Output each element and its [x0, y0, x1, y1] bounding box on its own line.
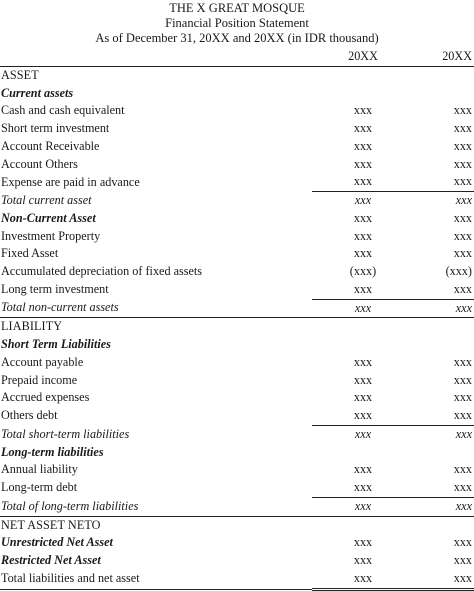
row-label: Long-term liabilities [1, 444, 104, 459]
value-year-2: xxx [453, 228, 472, 243]
value-year-1 [312, 318, 414, 336]
value-year-2 [414, 85, 474, 103]
row-label: Long-term debt [1, 480, 78, 495]
value-year-1: xxx [353, 535, 373, 550]
total-row [0, 299, 474, 318]
row-label: Long term investment [1, 282, 109, 296]
value-year-1 [312, 516, 414, 534]
value-year-2: xxx [414, 497, 474, 516]
value-year-1: xxx [353, 121, 373, 135]
column-header-row [0, 48, 474, 66]
row-label: Current assets [1, 85, 74, 100]
row-label: Cash and cash equivalent [1, 103, 125, 118]
value-year-2 [414, 336, 474, 354]
value-year-2: xxx [453, 246, 472, 261]
column-header-year-2: 20XX [414, 48, 474, 66]
value-year-1: xxx [353, 210, 373, 225]
total-row [0, 192, 474, 210]
section-row [0, 66, 474, 84]
value-year-2: xxx [453, 174, 472, 189]
row-label: Prepaid income [1, 372, 78, 387]
statement-title: Financial Position Statement [165, 16, 309, 30]
value-year-1: xxx [353, 553, 373, 567]
row-label: NET ASSET NETO [0, 516, 312, 534]
column-header-label [0, 48, 312, 66]
line-item-row [0, 120, 474, 138]
subsection-row [0, 552, 474, 570]
line-item-row [0, 245, 474, 263]
total-row [0, 425, 474, 443]
value-year-1: xxx [353, 156, 373, 171]
row-label: Total of long-term liabilities [1, 498, 139, 513]
total-row [0, 570, 474, 589]
line-item-row [0, 354, 474, 372]
line-item-row [0, 372, 474, 390]
value-year-2: xxx [453, 138, 472, 153]
financial-position-table [0, 48, 474, 591]
row-label: Account Others [1, 156, 78, 171]
row-label: ASSET [0, 66, 312, 84]
value-year-2: xxx [453, 553, 472, 567]
statement-subtitle: As of December 31, 20XX and 20XX (in IDR thousand) [95, 31, 379, 45]
section-row [0, 318, 474, 336]
value-year-1: xxx [312, 570, 414, 589]
value-year-1 [312, 85, 414, 103]
line-item-row [0, 156, 474, 174]
value-year-2: xxx [453, 390, 472, 405]
row-label: Accrued expenses [1, 390, 90, 405]
value-year-2: xxx [453, 103, 472, 118]
row-label: Others debt [1, 408, 58, 423]
value-year-2 [414, 444, 474, 462]
row-label: Restricted Net Asset [1, 553, 101, 567]
row-label: LIABILITY [0, 318, 312, 336]
value-year-1: xxx [353, 372, 373, 387]
line-item-row [0, 281, 474, 299]
row-label: Total liabilities and net asset [0, 570, 312, 589]
value-year-2: xxx [414, 192, 474, 210]
subsection-row [0, 444, 474, 462]
line-item-row [0, 173, 474, 191]
row-label: Total non-current assets [1, 300, 119, 315]
value-year-2: xxx [453, 156, 472, 171]
value-year-2: (xxx) [445, 264, 472, 278]
value-year-2: xxx [453, 480, 472, 494]
line-item-row [0, 389, 474, 407]
value-year-1: xxx [353, 462, 373, 477]
value-year-1 [312, 444, 414, 462]
value-year-2: xxx [453, 372, 472, 387]
row-label: Short Term Liabilities [1, 337, 111, 351]
value-year-1: xxx [353, 480, 373, 494]
line-item-row [0, 263, 474, 281]
value-year-1: xxx [353, 281, 373, 296]
column-header-year-1: 20XX [312, 48, 414, 66]
value-year-2: xxx [453, 408, 472, 422]
value-year-1: xxx [312, 299, 414, 318]
value-year-2 [414, 66, 474, 84]
value-year-1: xxx [353, 103, 373, 118]
line-item-row [0, 407, 474, 425]
row-label: Accumulated depreciation of fixed assets [1, 264, 203, 278]
value-year-2: xxx [414, 299, 474, 318]
value-year-1: xxx [312, 425, 414, 443]
row-label: Investment Property [1, 228, 101, 243]
value-year-2: xxx [453, 354, 472, 369]
value-year-2: xxx [453, 210, 472, 225]
value-year-1 [312, 66, 414, 84]
value-year-2: xxx [453, 535, 472, 550]
value-year-1: xxx [312, 192, 414, 210]
subsection-row [0, 336, 474, 354]
section-row [0, 516, 474, 534]
statement-header [0, 0, 474, 46]
value-year-1: (xxx) [349, 264, 377, 278]
total-row [0, 497, 474, 516]
value-year-1: xxx [312, 497, 414, 516]
line-item-row [0, 461, 474, 479]
value-year-1: xxx [353, 174, 373, 189]
value-year-1: xxx [353, 138, 373, 153]
row-label: Expense are paid in advance [1, 174, 140, 189]
value-year-1: xxx [353, 228, 373, 243]
line-item-row [0, 479, 474, 497]
row-label: Account payable [1, 354, 84, 369]
value-year-2 [414, 318, 474, 336]
line-item-row [0, 102, 474, 120]
row-label: Total short-term liabilities [1, 426, 130, 441]
value-year-2: xxx [414, 425, 474, 443]
value-year-1 [312, 336, 414, 354]
row-label: Total current asset [1, 192, 92, 207]
subsection-row [0, 210, 474, 228]
value-year-1: xxx [353, 390, 373, 405]
value-year-2 [414, 516, 474, 534]
subsection-row [0, 85, 474, 103]
value-year-1: xxx [353, 408, 373, 422]
subsection-row [0, 534, 474, 552]
value-year-2: xxx [414, 570, 474, 589]
row-label: Annual liability [1, 462, 78, 477]
organization-name: THE X GREAT MOSQUE [169, 1, 305, 15]
line-item-row [0, 138, 474, 156]
row-label: Unrestricted Net Asset [1, 535, 113, 550]
value-year-2: xxx [453, 462, 472, 477]
row-label: Fixed Asset [1, 246, 59, 261]
value-year-1: xxx [353, 246, 373, 261]
row-label: Non-Current Asset [1, 210, 96, 225]
row-label: Short term investment [1, 121, 110, 135]
value-year-2: xxx [453, 281, 472, 296]
value-year-2: xxx [453, 121, 472, 135]
value-year-1: xxx [353, 354, 373, 369]
line-item-row [0, 228, 474, 246]
row-label: Account Receivable [1, 138, 100, 153]
